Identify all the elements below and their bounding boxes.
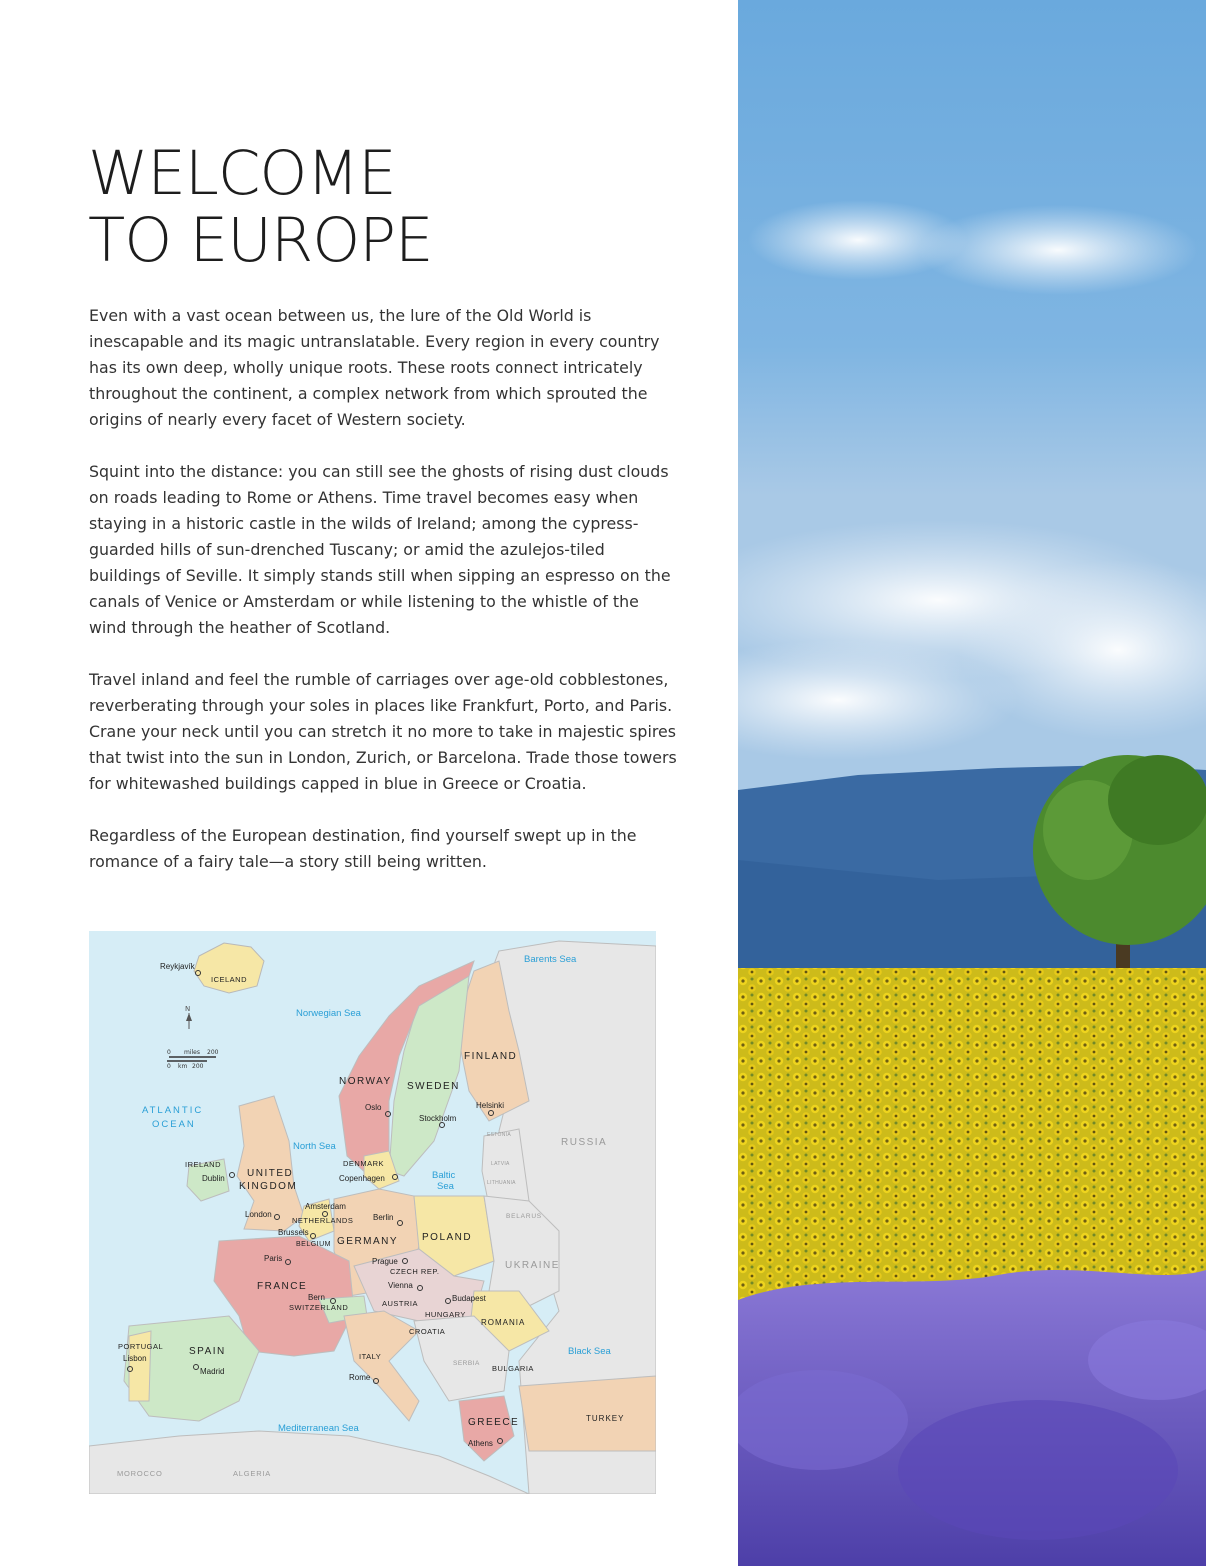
country-label: ICELAND [211, 975, 248, 984]
sea-label: Norwegian Sea [296, 1008, 361, 1019]
city-label: London [245, 1210, 272, 1219]
country-label: DENMARK [343, 1159, 385, 1168]
country-label: ITALY [359, 1352, 382, 1361]
city-label: Paris [264, 1254, 283, 1263]
scale-km-label: km [178, 1063, 188, 1070]
country-label: BELGIUM [296, 1241, 332, 1248]
scale-zero: 0 [167, 1063, 171, 1070]
sea-label: Barents Sea [524, 954, 577, 965]
city-label: Helsinki [476, 1101, 505, 1110]
city-label: Copenhagen [339, 1174, 385, 1183]
sea-label: Sea [437, 1181, 454, 1192]
country-label: SPAIN [189, 1346, 226, 1357]
city-label: Amsterdam [305, 1202, 346, 1211]
country-label: LITHUANIA [487, 1180, 516, 1186]
city-label: Prague [372, 1257, 398, 1266]
country-label: GREECE [468, 1417, 520, 1428]
country-label: ALGERIA [233, 1469, 272, 1478]
europe-map-graphic [89, 931, 656, 1494]
country-label: HUNGARY [425, 1310, 466, 1319]
country-label: CROATIA [409, 1327, 446, 1336]
city-label: Athens [468, 1439, 493, 1448]
country-label: POLAND [422, 1232, 473, 1243]
country-label: SERBIA [453, 1360, 480, 1367]
city-label: Berlin [373, 1213, 394, 1222]
city-label: Brussels [278, 1228, 309, 1237]
country-label: LATVIA [491, 1161, 510, 1167]
title-line-2: TO EUROPE [88, 205, 433, 276]
paragraph: Travel inland and feel the rumble of carriages over age-old cobblestones, reverberating through your soles in places like Frankfurt, Porto, and Paris. Crane your neck until you can stretch it no more to take in majestic spires that twist into the sun in London, Zurich, or Barcelona. Trade those towers for whitewashed buildings capped in blue in Greece or Croatia. [89, 670, 677, 793]
country-label: IRELAND [185, 1160, 222, 1169]
city-label: Bern [308, 1293, 325, 1302]
country-label: FRANCE [257, 1281, 308, 1292]
landscape-photo [738, 0, 1206, 1566]
city-label: Lisbon [123, 1354, 147, 1363]
country-label: NORWAY [339, 1076, 392, 1087]
country-label: MOROCCO [117, 1469, 163, 1478]
sea-label: Mediterranean Sea [278, 1423, 359, 1434]
city-label: Reykjavík [160, 962, 195, 971]
country-label: BELARUS [506, 1213, 542, 1220]
scale-miles-max: 200 [207, 1049, 219, 1056]
country-label: PORTUGAL [118, 1342, 164, 1351]
country-label: AUSTRIA [382, 1299, 419, 1308]
intro-body [89, 303, 679, 901]
page-title [88, 140, 433, 274]
country-label: TURKEY [586, 1414, 625, 1423]
country-label: BULGARIA [492, 1364, 534, 1373]
country-label: UKRAINE [505, 1260, 560, 1271]
scale-km-max: 200 [192, 1063, 204, 1070]
country-label: CZECH REP. [390, 1267, 440, 1276]
country-label: GERMANY [337, 1236, 399, 1247]
city-label: Dublin [202, 1174, 225, 1183]
country-label: NETHERLANDS [292, 1216, 354, 1225]
country-label: ESTONIA [487, 1132, 511, 1138]
city-label: Budapest [452, 1294, 486, 1303]
sunflower-lavender-photo [738, 0, 1206, 1566]
title-line-1: WELCOME [88, 138, 396, 209]
paragraph: Regardless of the European destination, find yourself swept up in the romance of a fairy tale—a story still being written. [89, 826, 637, 871]
city-label: Madrid [200, 1367, 225, 1376]
sea-label: North Sea [293, 1141, 336, 1152]
country-label: FINLAND [464, 1051, 518, 1062]
country-label: RUSSIA [561, 1137, 608, 1148]
city-label: Oslo [365, 1103, 382, 1112]
country-label: SWITZERLAND [289, 1303, 349, 1312]
sea-label: Baltic [432, 1170, 456, 1181]
north-label: N [185, 1005, 191, 1013]
ocean-label: ATLANTIC [142, 1105, 204, 1116]
country-label: ROMANIA [481, 1318, 526, 1327]
city-label: Rome [349, 1373, 371, 1382]
country-label: KINGDOM [239, 1181, 298, 1192]
sea-label: Black Sea [568, 1346, 611, 1357]
paragraph: Squint into the distance: you can still see the ghosts of rising dust clouds on roads leading to Rome or Athens. Time travel becomes easy when staying in a historic castle in the wilds of Ireland; among the cypress-guarded hills of sun-drenched Tuscany; or amid the azulejos-tiled buildings of Seville. It simply stands still when sipping an espresso on the canals of Venice or Amsterdam or while listening to the whistle of the wind through the heather of Scotland. [89, 462, 671, 637]
country-label: UNITED [247, 1168, 294, 1179]
ocean-label: OCEAN [152, 1119, 196, 1130]
paragraph: Even with a vast ocean between us, the lure of the Old World is inescapable and its magic untranslatable. Every region in every country has its own deep, wholly unique roots. These roots connect intricately throughout the continent, a complex network from which sprouted the origins of nearly every facet of Western society. [89, 306, 660, 429]
country-label: SWEDEN [407, 1081, 460, 1092]
scale-zero: 0 [167, 1049, 171, 1056]
europe-map [89, 931, 656, 1494]
city-label: Vienna [388, 1281, 413, 1290]
city-label: Stockholm [419, 1114, 457, 1123]
scale-miles-label: miles [184, 1049, 200, 1056]
